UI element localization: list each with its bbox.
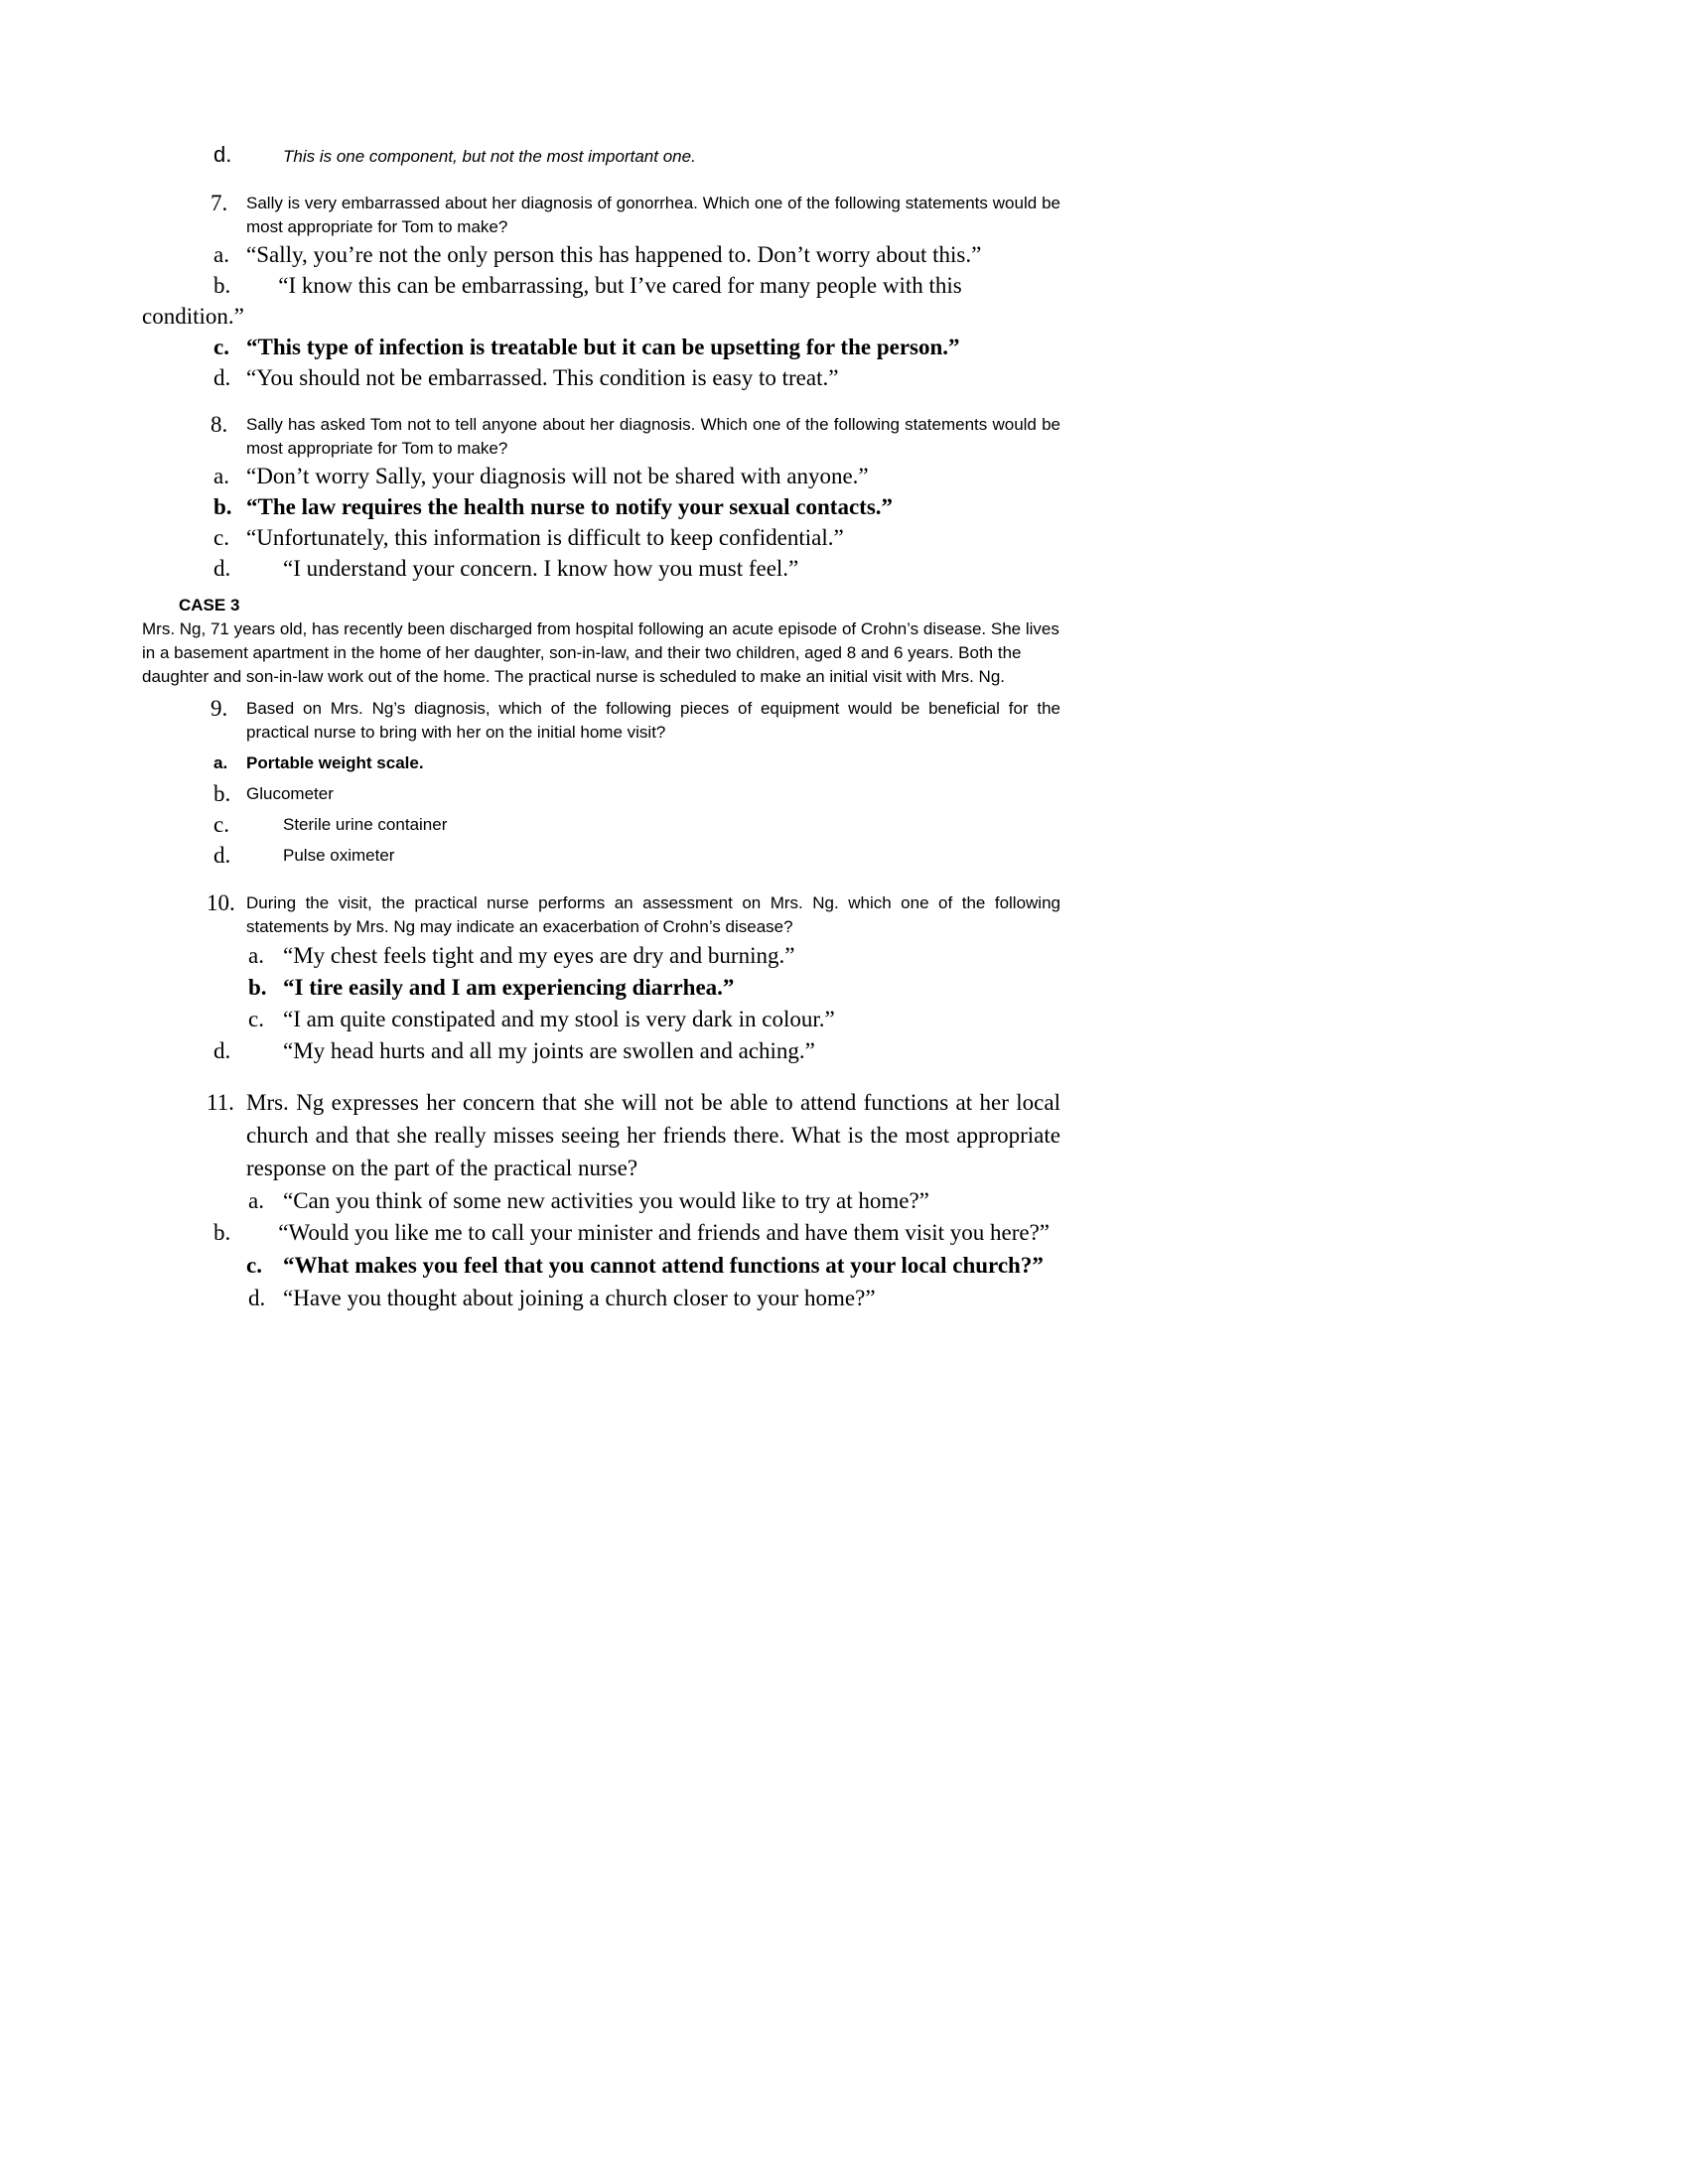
option-text: “Sally, you’re not the only person this has happened to. Don’t worry about this.” <box>246 242 982 267</box>
question-7-number: 7. <box>211 191 228 215</box>
option-letter: c. <box>213 525 229 550</box>
question-9-option-d <box>213 844 1688 868</box>
question-11-option-c <box>246 1249 1060 1282</box>
option-text: “Have you thought about joining a church closer to your home?” <box>283 1286 876 1310</box>
question-10-stem-row <box>207 890 1060 939</box>
intro-option <box>213 142 1688 168</box>
option-letter: b. <box>213 273 231 298</box>
question-11-stem-row <box>207 1086 1060 1184</box>
question-11-option-a <box>248 1185 1688 1216</box>
question-10-option-c <box>248 1004 1688 1034</box>
question-8 <box>0 413 1688 584</box>
option-text: “My head hurts and all my joints are swollen and aching.” <box>283 1038 815 1063</box>
question-10-option-a <box>248 940 1688 971</box>
question-7-option-a <box>213 239 1688 270</box>
option-letter: c. <box>246 1253 262 1278</box>
option-letter: c. <box>213 812 229 837</box>
question-8-option-d <box>213 553 1688 584</box>
option-text: “The law requires the health nurse to notify your sexual contacts.” <box>246 494 894 519</box>
question-7-option-b <box>142 270 1060 332</box>
option-letter: a. <box>213 242 229 267</box>
option-text: “I am quite constipated and my stool is very dark in colour.” <box>283 1007 835 1031</box>
question-8-stem: Sally has asked Tom not to tell anyone about her diagnosis. Which one of the following statements would be most appropriate for Tom to make? <box>246 415 1060 458</box>
option-text: “Would you like me to call your minister and friends and have them visit you here?” <box>278 1220 1050 1245</box>
question-7-option-c <box>213 332 1688 362</box>
option-text: “This type of infection is treatable but it can be upsetting for the person.” <box>246 335 960 359</box>
option-letter: a. <box>213 464 229 488</box>
question-9 <box>0 697 1688 868</box>
question-9-option-a <box>213 751 1688 775</box>
option-text: Portable weight scale. <box>246 753 424 772</box>
question-10-option-d <box>213 1035 1688 1066</box>
option-letter: b. <box>248 975 267 1000</box>
question-10-stem: During the visit, the practical nurse performs an assessment on Mrs. Ng. which one of the following statements by Mrs. Ng may indicate an exacerbation of Crohn’s disease? <box>246 893 1060 936</box>
option-letter: c. <box>213 335 229 359</box>
option-text: “I tire easily and I am experiencing diarrhea.” <box>283 975 735 1000</box>
option-letter: b. <box>213 1220 231 1245</box>
question-8-option-a <box>213 461 1688 491</box>
option-letter: d. <box>213 556 231 581</box>
question-10 <box>0 891 1688 1066</box>
question-7-option-d <box>213 362 1688 393</box>
option-letter: a. <box>248 943 264 968</box>
question-11-stem: Mrs. Ng expresses her concern that she will not be able to attend functions at her local church and that she really misses seeing her friends there. What is the most appropriate response on the part of the practical nurse? <box>246 1090 1060 1180</box>
option-text: “Don’t worry Sally, your diagnosis will not be shared with anyone.” <box>246 464 869 488</box>
option-letter: d. <box>213 365 231 390</box>
question-11-option-b <box>142 1217 1060 1248</box>
question-8-number: 8. <box>211 412 228 437</box>
option-letter: a. <box>213 753 228 772</box>
question-7-stem: Sally is very embarrassed about her diagnosis of gonorrhea. Which one of the following statements would be most appropriate for Tom to make? <box>246 194 1060 236</box>
question-9-stem-row <box>211 696 1060 745</box>
question-7 <box>0 192 1688 393</box>
question-10-number: 10. <box>207 890 235 915</box>
intro-option-letter: d. <box>213 142 232 167</box>
option-text: Pulse oximeter <box>283 846 395 865</box>
option-letter: a. <box>248 1188 264 1213</box>
option-letter: d. <box>213 843 231 868</box>
case-3-description: Mrs. Ng, 71 years old, has recently been discharged from hospital following an acute episode of Crohn’s disease. She lives in a basement apartment in the home of her daughter, son-in-law, and their two children, aged 8 and 6 years. Both the daughter and son-in-law work out of the home. The practical nurse is scheduled to make an initial visit with Mrs. Ng. <box>142 619 1059 686</box>
option-text: “You should not be embarrassed. This condition is easy to treat.” <box>246 365 839 390</box>
option-text: “I know this can be embarrassing, but I’ve cared for many people with this condition.” <box>142 273 962 329</box>
question-9-option-c <box>213 813 1688 837</box>
option-letter: c. <box>248 1007 264 1031</box>
question-9-option-b <box>213 782 1688 806</box>
option-text: Sterile urine container <box>283 815 448 834</box>
intro-option-text: This is one component, but not the most important one. <box>283 147 696 166</box>
question-11-number: 11. <box>207 1090 234 1115</box>
option-text: “My chest feels tight and my eyes are dry and burning.” <box>283 943 795 968</box>
case-3-heading: CASE 3 <box>179 596 240 614</box>
question-9-number: 9. <box>211 696 228 721</box>
option-text: “Can you think of some new activities you would like to try at home?” <box>283 1188 929 1213</box>
question-7-stem-row <box>211 191 1060 239</box>
question-9-stem: Based on Mrs. Ng’s diagnosis, which of the following pieces of equipment would be beneficial for the practical nurse to bring with her on the initial home visit? <box>246 699 1060 742</box>
question-11-option-d <box>248 1283 1688 1313</box>
option-text: “I understand your concern. I know how you must feel.” <box>283 556 799 581</box>
question-11 <box>0 1086 1688 1313</box>
option-text: Glucometer <box>246 784 334 803</box>
question-8-stem-row <box>211 412 1060 461</box>
question-10-option-b <box>248 972 1688 1003</box>
option-text: “Unfortunately, this information is difficult to keep confidential.” <box>246 525 844 550</box>
question-8-option-c <box>213 522 1688 553</box>
option-letter: d. <box>213 1038 231 1063</box>
question-8-option-b <box>213 491 1688 522</box>
option-text: “What makes you feel that you cannot attend functions at your local church?” <box>283 1253 1044 1278</box>
option-letter: d. <box>248 1286 266 1310</box>
option-letter: b. <box>213 781 231 806</box>
option-letter: b. <box>213 494 232 519</box>
